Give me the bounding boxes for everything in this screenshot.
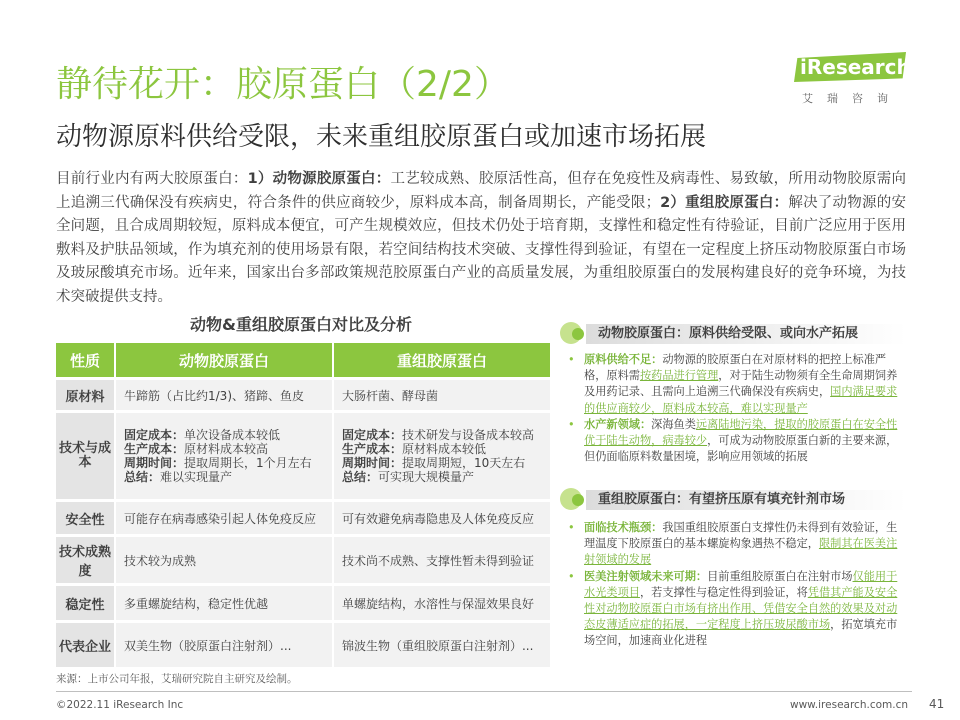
bullet-dot-icon bbox=[572, 494, 584, 506]
header-recombinant: 重组胶原蛋白 bbox=[332, 343, 550, 377]
item-text: ，可成为动物胶原蛋白新的主要来源，但仍面临原料数量困境，影响应用领域的拓展 bbox=[584, 434, 898, 464]
cell-animal: 双美生物（胶原蛋白注射剂）... bbox=[114, 623, 332, 667]
panel-animal-title: 动物胶原蛋白：原料供给受限、或向水产拓展 bbox=[598, 326, 859, 341]
page-title: 静待花开：胶原蛋白（2/2） bbox=[56, 64, 510, 105]
cost-key: 固定成本： bbox=[341, 428, 402, 442]
panel-recombinant-list bbox=[566, 520, 906, 650]
cost-line bbox=[124, 428, 324, 442]
item-highlight: 远离陆地污染，提取的胶原蛋白在安全性优于陆生动物，病毒较少 bbox=[584, 417, 898, 448]
cost-key: 总结： bbox=[124, 470, 161, 484]
row-label: 技术成熟度 bbox=[56, 537, 114, 583]
panel-recombinant-title: 重组胶原蛋白：有望挤压原有填充针剂市场 bbox=[598, 492, 846, 507]
cost-key: 周期时间： bbox=[124, 456, 185, 470]
cell-recombinant: 锦波生物（重组胶原蛋白注射剂）... bbox=[332, 623, 550, 667]
intro-text-2: 工艺较成熟、胶原活性高，但存在免疫性及病毒性、易致敏，所用动物胶原需向上追溯三代确保没有疾病史，符合条件的供应商较少，原料成本高，制备周期长，产能受限； bbox=[56, 171, 907, 211]
source-note: 来源：上市公司年报，艾瑞研究院自主研究及绘制。 bbox=[56, 673, 298, 685]
cell-recombinant: 单螺旋结构，水溶性与保湿效果良好 bbox=[332, 586, 550, 620]
cell-recombinant bbox=[332, 413, 550, 499]
cost-line bbox=[342, 428, 542, 442]
cell-animal: 多重螺旋结构，稳定性优越 bbox=[114, 586, 332, 620]
row-label: 稳定性 bbox=[56, 586, 114, 620]
row-label: 代表企业 bbox=[56, 623, 114, 667]
item-text: 目前重组胶原蛋白在注射市场 bbox=[707, 569, 853, 583]
row-label: 原材料 bbox=[56, 380, 114, 410]
cost-value: 提取周期长，1个月左右 bbox=[184, 456, 312, 470]
cost-line bbox=[124, 470, 324, 484]
cost-key: 总结： bbox=[341, 470, 378, 484]
list-item bbox=[566, 352, 906, 417]
footer-divider bbox=[56, 691, 912, 692]
logo-cn-text: 艾瑞咨询 bbox=[802, 92, 902, 105]
item-heading: 医美注射领域未来可期： bbox=[584, 569, 708, 583]
item-highlight: 限制其在医美注射领域的发展 bbox=[584, 537, 898, 567]
row-label: 安全性 bbox=[56, 502, 114, 534]
cost-value: 提取周期短，10天左右 bbox=[402, 456, 526, 470]
cost-line bbox=[342, 456, 542, 470]
item-text: 动物源的胶原蛋白在对原材料的把控上标准严格，原料需 bbox=[584, 353, 887, 383]
item-text: ，对于陆生动物须有全生命周期饲养及用药记录、且需向上追溯三代确保没有疾病史， bbox=[584, 369, 898, 399]
table-header-row bbox=[56, 343, 550, 377]
cost-value: 可实现大规模量产 bbox=[378, 470, 475, 484]
table-row bbox=[56, 413, 550, 499]
table-row bbox=[56, 380, 550, 410]
cell-recombinant: 大肠杆菌、酵母菌 bbox=[332, 380, 550, 410]
row-label: 技术与成本 bbox=[56, 413, 114, 499]
page-subtitle: 动物源原料供给受限，未来重组胶原蛋白或加速市场拓展 bbox=[56, 122, 707, 152]
cell-animal: 技术较为成熟 bbox=[114, 537, 332, 583]
table-row bbox=[56, 537, 550, 583]
intro-paragraph bbox=[56, 168, 906, 309]
cost-line bbox=[342, 470, 542, 484]
website-url[interactable]: www.iresearch.com.cn bbox=[790, 699, 909, 711]
panel-recombinant-header bbox=[560, 486, 908, 512]
item-text: 深海鱼类 bbox=[651, 417, 696, 431]
item-text: 我国重组胶原蛋白支撑性仍未得到有效验证，生理温度下胶原蛋白的基本螺旋构象遇热不稳定， bbox=[584, 521, 898, 551]
cell-recombinant: 可有效避免病毒隐患及人体免疫反应 bbox=[332, 502, 550, 534]
cost-value: 原材料成本较低 bbox=[402, 442, 487, 456]
item-text: ，拓宽填充市场空间，加速商业化进程 bbox=[584, 618, 898, 648]
list-item bbox=[566, 569, 906, 650]
item-text: ，若支撑性与稳定性得到验证，将 bbox=[639, 585, 808, 599]
page-number: 41 bbox=[929, 697, 945, 711]
intro-text-1: 目前行业内有两大胶原蛋白： bbox=[56, 171, 248, 187]
cost-value: 单次设备成本较低 bbox=[184, 428, 281, 442]
item-highlight: 仅能用于水光类项目 bbox=[584, 569, 898, 599]
table-row bbox=[56, 623, 550, 667]
cost-line bbox=[124, 456, 324, 470]
intro-bold-2: 2）重组胶原蛋白： bbox=[660, 194, 789, 211]
iresearch-logo bbox=[794, 52, 912, 110]
cell-animal: 牛蹄筋（占比约1/3)、猪蹄、鱼皮 bbox=[114, 380, 332, 410]
cost-value: 技术研发与设备成本较高 bbox=[402, 428, 535, 442]
header-animal: 动物胶原蛋白 bbox=[114, 343, 332, 377]
cell-animal bbox=[114, 413, 332, 499]
cost-key: 固定成本： bbox=[124, 428, 185, 442]
cost-key: 周期时间： bbox=[341, 456, 402, 470]
cost-line bbox=[342, 442, 542, 456]
table-title: 动物&重组胶原蛋白对比及分析 bbox=[190, 315, 412, 334]
table-row bbox=[56, 502, 550, 534]
table-row bbox=[56, 586, 550, 620]
item-highlight: 国内满足要求的供应商较少，原料成本较高，难以实现量产 bbox=[584, 385, 898, 415]
comparison-table bbox=[56, 340, 550, 670]
intro-bold-1: 1）动物源胶原蛋白： bbox=[247, 171, 391, 187]
bullet-dot-icon bbox=[572, 328, 584, 340]
cost-key: 生产成本： bbox=[124, 442, 185, 456]
header-property: 性质 bbox=[56, 343, 114, 377]
cost-value: 难以实现量产 bbox=[160, 470, 233, 484]
panel-animal-list bbox=[566, 352, 906, 465]
list-item bbox=[566, 520, 906, 569]
item-heading: 原料供给不足： bbox=[584, 353, 663, 366]
cost-value: 原材料成本较高 bbox=[184, 442, 269, 456]
list-item bbox=[566, 417, 906, 466]
cell-animal: 可能存在病毒感染引起人体免疫反应 bbox=[114, 502, 332, 534]
item-heading: 水产新领域： bbox=[584, 417, 652, 431]
item-heading: 面临技术瓶颈： bbox=[584, 521, 663, 534]
logo-text: iResearch bbox=[800, 55, 911, 79]
copyright: ©2022.11 iResearch Inc bbox=[56, 699, 184, 711]
cost-key: 生产成本： bbox=[341, 442, 402, 456]
panel-animal-header bbox=[560, 320, 908, 346]
item-highlight: 按药品进行管理 bbox=[639, 369, 719, 383]
item-highlight: 凭借其产能及安全性对动物胶原蛋白市场有挤出作用、凭借安全自然的效果及对动态皮薄适应症的拓展，一定程度上挤压玻尿酸市场 bbox=[584, 585, 898, 632]
cost-line bbox=[124, 442, 324, 456]
intro-text-3: 解决了动物源的安全问题，且合成周期较短，原料成本便宜，可产生规模效应，但技术仍处于培育期，支撑性和稳定性有待验证，目前广泛应用于医用敷料及护肤品领域，作为填充剂的使用场景有限，若空间结构技术突破、支撑性得到验证，有望在一定程度上挤压动物胶原蛋白市场及玻尿酸填充市场。近年来，国家出台多部政策规范胶原蛋白产业的高质量发展，为重组胶原蛋白的发展构建良好的竞争环境，为技术突破提供支持。 bbox=[56, 194, 907, 305]
cell-recombinant: 技术尚不成熟、支撑性暂未得到验证 bbox=[332, 537, 550, 583]
